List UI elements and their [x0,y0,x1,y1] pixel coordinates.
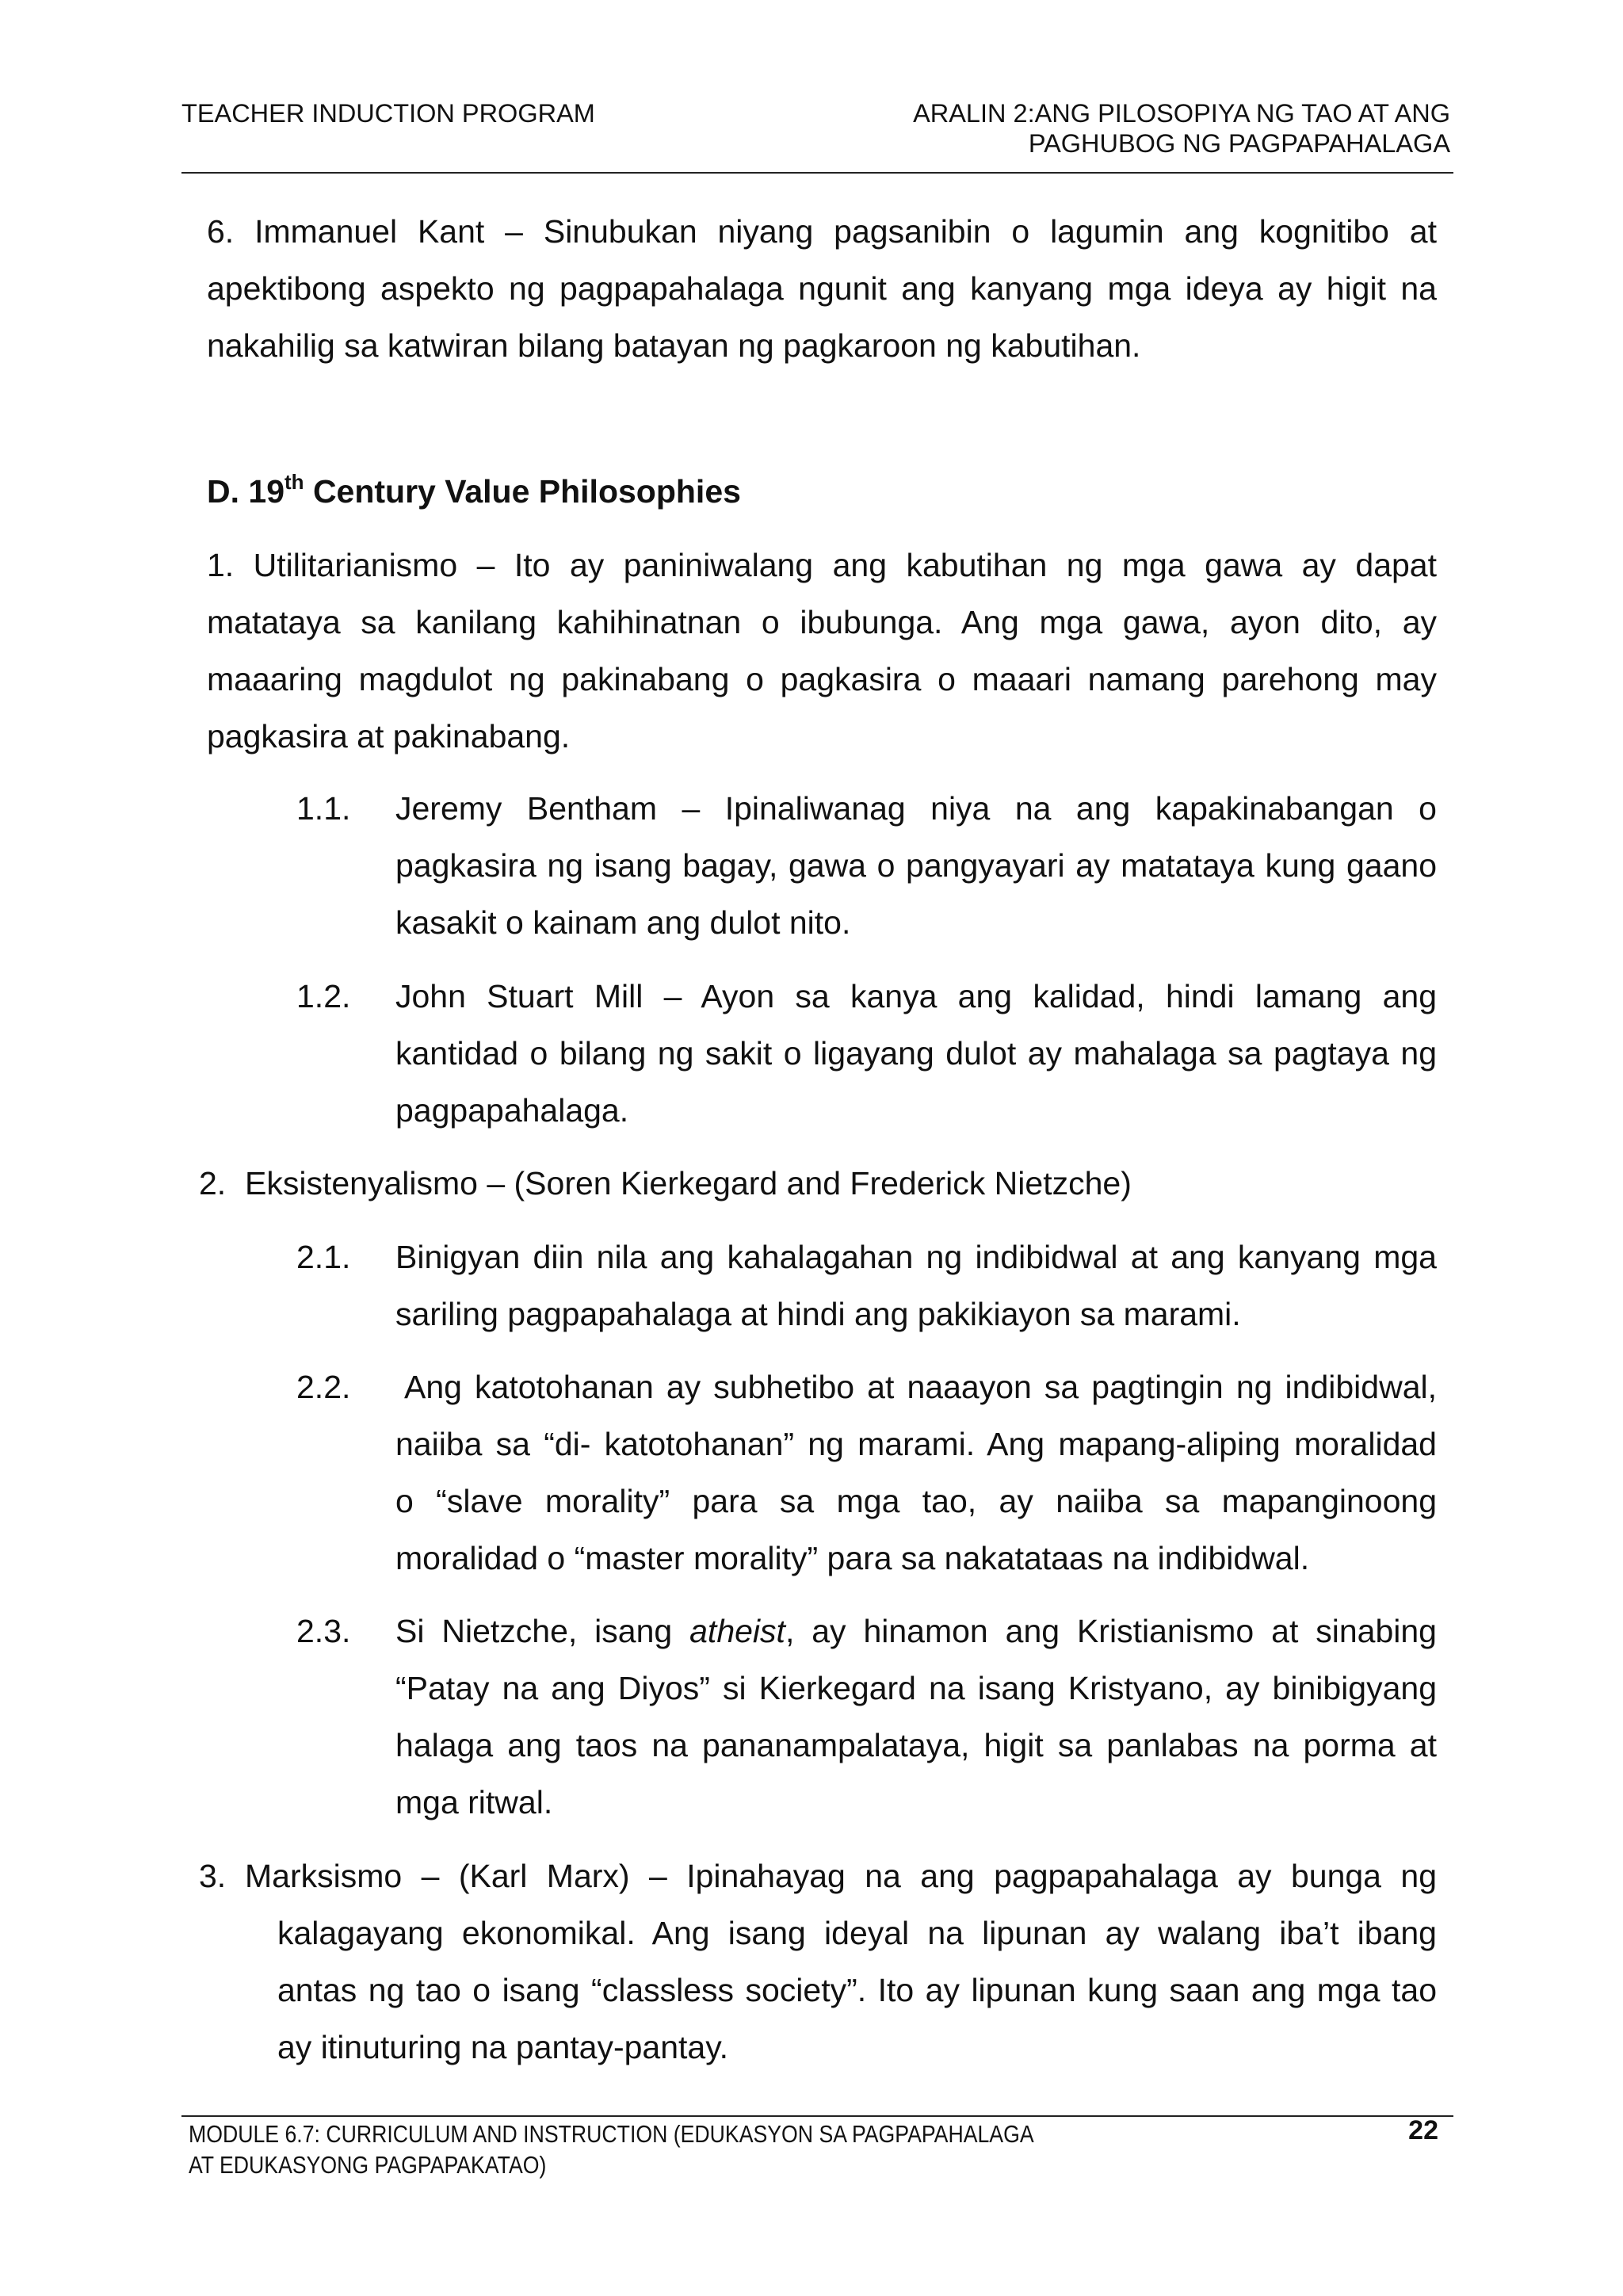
paragraph-line: pagkasira ng isang bagay, gawa o pangyayari ay matataya kung gaano [395,847,1437,884]
paragraph-line: mga ritwal. [395,1784,553,1820]
sub-item-number: 1.2. [296,978,351,1014]
paragraph-line: Jeremy Bentham – Ipinaliwanag niya na ang kapakinabangan o [395,790,1437,827]
line-text: , ay hinamon ang Kristianismo at sinabing [785,1613,1437,1649]
list-item-utilitarianism [207,537,1437,765]
sub-item-individual-values [395,1228,1437,1343]
sub-item-number: 1.1. [296,790,351,827]
paragraph-line: kalagayang ekonomikal. Ang isang ideyal na lipunan ay walang iba’t ibang [277,1915,1437,1951]
paragraph-line: naiiba sa “di- katotohanan” ng marami. Ang mapang-aliping moralidad [395,1426,1437,1462]
paragraph-line: moralidad o “master morality” para sa nakatataas na indibidwal. [395,1540,1310,1576]
paragraph-line: o “slave morality” para sa mga tao, ay naiiba sa mapanginoong [395,1483,1437,1519]
footer-module-title-line: MODULE 6.7: CURRICULUM AND INSTRUCTION (EDUKASYON SA PAGPAPAHALAGA [189,2120,1034,2148]
paragraph-line: pagkasira at pakinabang. [207,718,571,755]
paragraph-line: maaaring magdulot ng pakinabang o pagkasira o maaari namang parehong may [207,661,1437,697]
footer-divider [181,2115,1453,2117]
paragraph-line: kantidad o bilang ng sakit o ligayang dulot ay mahalaga sa pagtaya ng [395,1035,1437,1072]
sub-item-number: 2.1. [296,1239,351,1275]
paragraph-line: pagpapahalaga. [395,1092,629,1129]
list-item-number: 3. [199,1858,227,1894]
paragraph-line: halaga ang taos na pananampalataya, higit sa panlabas na porma at [395,1727,1437,1763]
header-lesson-title-line: ARALIN 2:ANG PILOSOPIYA NG TAO AT ANG [913,99,1450,128]
paragraph-line: “Patay na ang Diyos” si Kierkegard na isang Kristyano, ay binibigyang [395,1670,1437,1706]
paragraph-line: matataya sa kanilang kahihinatnan o ibubunga. Ang mga gawa, ayon dito, ay [207,604,1437,640]
page-number: 22 [1408,2115,1438,2145]
header-lesson-title-line: PAGHUBOG NG PAGPAPAHALAGA [1028,129,1450,158]
section-heading [207,463,1437,520]
paragraph-line: 6. Immanuel Kant – Sinubukan niyang pagsanibin o lagumin ang kognitibo at [207,213,1437,250]
paragraph-line: sariling pagpapahalaga at hindi ang pakikiayon sa marami. [395,1296,1241,1332]
italic-term: atheist [689,1613,785,1649]
paragraph-line: Eksistenyalismo – (Soren Kierkegard and Frederick Nietzche) [245,1165,1132,1201]
paragraph-line: Binigyan diin nila ang kahalagahan ng indibidwal at ang kanyang mga [395,1239,1437,1275]
sub-item-nietzsche [395,1603,1437,1831]
sub-item-jeremy-bentham [395,780,1437,951]
section-heading-title: Century Value Philosophies [312,473,741,510]
paragraph-line: apektibong aspekto ng pagpapahalaga ngunit ang kanyang mga ideya ay higit na [207,270,1437,307]
header-divider [181,172,1453,174]
paragraph-line: Marksismo – (Karl Marx) – Ipinahayag na ang pagpapahalaga ay bunga ng [245,1858,1437,1894]
sub-item-subjective-truth [395,1358,1437,1587]
header-program-title: TEACHER INDUCTION PROGRAM [181,99,595,128]
line-text: Si Nietzche, isang [395,1613,673,1649]
paragraph-line: ay itinuturing na pantay-pantay. [277,2029,729,2065]
paragraph-line: John Stuart Mill – Ayon sa kanya ang kalidad, hindi lamang ang [395,978,1437,1014]
list-item-number: 2. [199,1165,227,1201]
paragraph-line: Ang katotohanan ay subhetibo at naaayon sa pagtingin ng indibidwal, [404,1369,1437,1405]
header-lesson-title [913,98,1450,159]
list-item-immanuel-kant [207,203,1437,374]
paragraph-line: 1. Utilitarianismo – Ito ay paniniwalang ang kabutihan ng mga gawa ay dapat [207,547,1437,583]
sub-item-number: 2.2. [296,1369,351,1405]
sub-item-number: 2.3. [296,1613,351,1649]
list-item-existentialism [245,1155,1437,1212]
section-heading-superscript: th [285,470,304,494]
list-item-marxism [245,1847,1437,2076]
footer-module-title-line: AT EDUKASYONG PAGPAPAKATAO) [189,2151,547,2179]
section-heading-prefix: D. 19 [207,473,285,510]
paragraph-line [395,1603,1437,1660]
sub-item-john-stuart-mill [395,968,1437,1139]
paragraph-line: kasakit o kainam ang dulot nito. [395,904,851,941]
paragraph-line: nakahilig sa katwiran bilang batayan ng pagkaroon ng kabutihan. [207,327,1141,364]
paragraph-line: antas ng tao o isang “classless society”. Ito ay lipunan kung saan ang mga tao [277,1972,1437,2008]
